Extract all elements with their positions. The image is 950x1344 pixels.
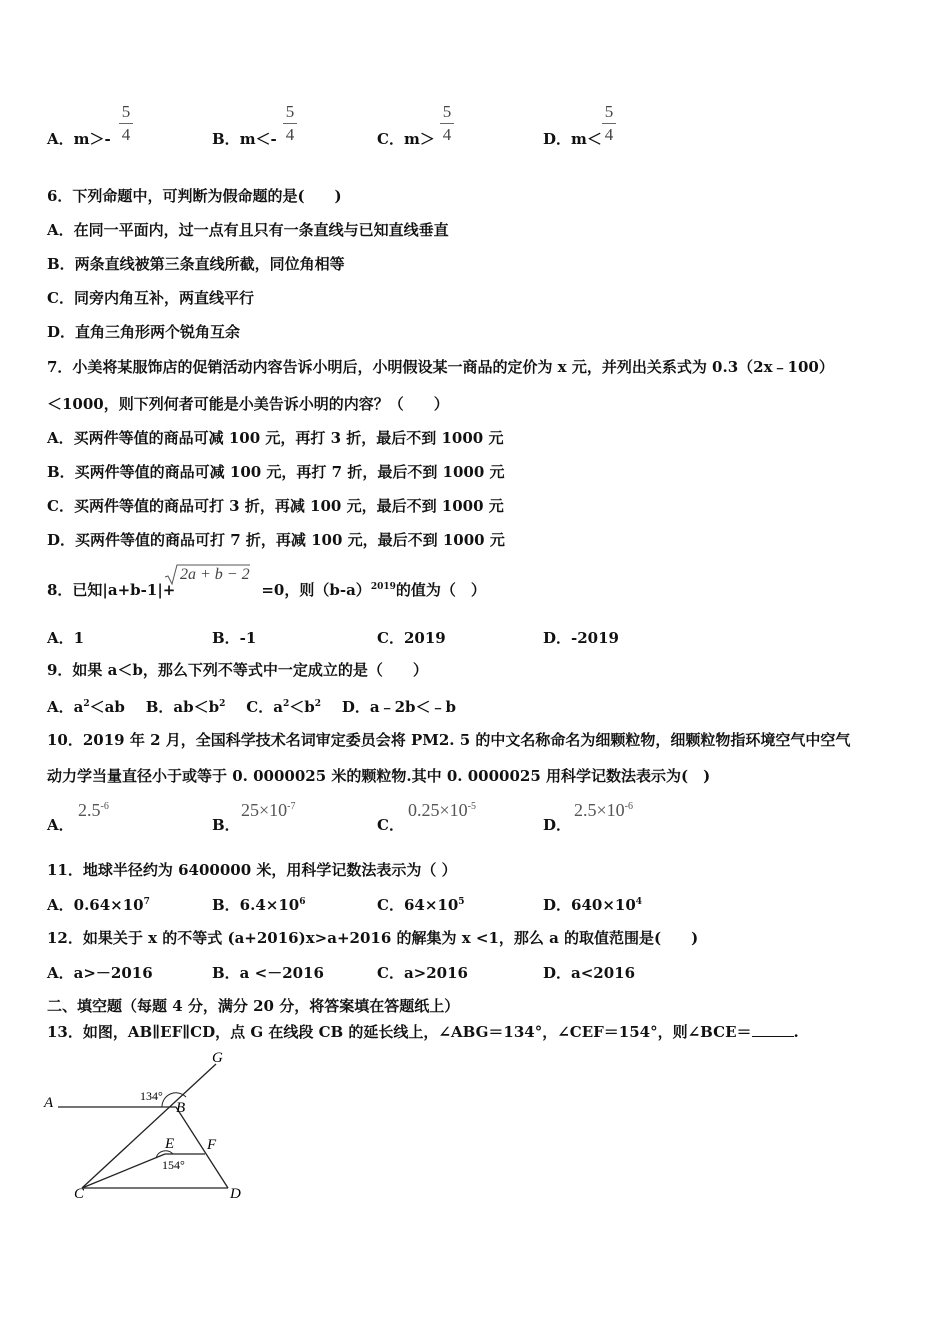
q13-answer-blank [752,1022,794,1037]
q5-option-c: C．m＞ [377,130,435,148]
q10-option-a-letter: A． [47,816,74,834]
q10-stem-line2: 动力学当量直径小于或等于 0. 0000025 米的颗粒物.其中 0. 0000025 用科学记数法表示为( ) [47,767,711,785]
q11-option-a: A．$0.64\times 10^7$ [47,896,150,914]
q7-stem-line2: ＜1000，则下列何者可能是小美告诉小明的内容？（ ） [47,395,449,413]
q6-option-d: D．直角三角形两个锐角互余 [47,323,241,341]
label-b: B [176,1100,186,1116]
q11-option-d: D．$640\times 10^4$ [543,896,643,914]
q10-option-d-letter: D． [543,816,572,834]
q11-stem: 11．地球半径约为 6400000 米，用科学记数法表示为（ ） [47,861,457,879]
q12-option-b: B．a <－2016 [212,964,324,982]
q10-option-c-value: $0.25\times 10^{-5}$ [408,800,476,820]
q5-option-d: D．m＜ [543,130,602,148]
q10-option-d-value: $2.5\times 10^{-6}$ [574,800,633,820]
q9-option-c: C．$a^2<b^2$ [246,698,321,716]
q7-stem-line1: 7．小美将某服饰店的促销活动内容告诉小明后，小明假设某一商品的定价为 x 元，并列出关系式为 0.3（2x﹣100） [47,358,834,376]
q5-option-b: B．m＜- [212,130,277,148]
label-a: A [44,1095,54,1111]
q8-stem-suffix: 的值为（ ） [395,581,486,599]
q5-option-b-fraction: 5 4 [283,102,297,145]
q10-option-b-value: $25\times 10^{-7}$ [241,800,296,820]
angle-label-134: 134° [140,1089,163,1103]
q12-option-d: D．a<2016 [543,964,636,982]
line-ce [82,1154,165,1188]
section-heading-fill-in: 二、填空题（每题 4 分，满分 20 分，将答案填在答题纸上） [47,997,460,1015]
q6-stem: 6．下列命题中，可判断为假命题的是( ) [47,187,342,205]
exam-page: A．m＞- 5 4 B．m＜- 5 4 C．m＞ 5 4 D．m＜ 5 4 6．下列命题中，可判断为假命题的是( ) A．在同一平面内，过一点有且只有一条直线与已知直线垂直 B．两条直线被第三条直线所截，同位角相等 C．同旁内角互补，两直线平行 D．直角三角形两个锐角互余 7．小美将某服饰店的促销活动内容告诉小明后，小明假设某一商品的定价为 x 元，并列出关系式为 0.3（2x﹣100） ＜1000，则下列何者可能是小美告诉小明的内容？（ ） A．买两件等值的商品可减 100 元，再打 3 折，最后不到 1000 元 B．买两件等值的商品可减 100 元，再打 7 折，最后不到 1000 元 C．买两件等值的商品可打 3 折，再减 100 元，最后不到 1000 元 D．买两件等值的商品可打 7 折，再减 100 元，最后不到 1000 元 8．已知|a+b-1|+ =0，则$(b-a)^{2019}$的值为（ ） 2a + b − 2 A．1 B．-1 C．2019 D．-2019 9．如果 a＜b，那么下列不等式中一定成立的是（ ） A．$a^2<ab$ B．$ab<b^2$ C．$a^2<b^2$ D．a﹣2b＜﹣b 10．2019 年 2 月，全国科学技术名词审定委员会将 PM2. 5 的中文名称命名为细颗粒物，细颗粒物指环境空气中空气 动力学当量直径小于或等于 0. 0000025 米的颗粒物.其中 0. 0000025 用科学记数法表示为( ) A． $2.5^{-6}$ B． $25\times 10^{-7}$ C． $0.25\times 10^{-5}$ D． $2.5\times 10^{-6}$ 11．地球半径约为 6400000 米，用科学记数法表示为（ ） A．$0.64\times 10^7$ B．$6.4\times 10^6$ C．$64\times 10^5$ D．$640\times 10^4$ 12．如果关于 x 的不等式 (a+2016)x>a+2016 的解集为 x <1，那么 a 的取值范围是( ) A．a>－2016 B．a <－2016 C．a>2016 D．a<2016 二、填空题（每题 4 分，满分 20 分，将答案填在答题纸上） 13．如图，AB∥EF∥CD，点 G 在线段 CB 的延长线上，∠ABG＝134°，∠CEF＝154°，则∠BCE＝ . A B C D E F G 134° 154° [0,0,950,1344]
label-g: G [212,1050,223,1066]
line-bd [176,1107,228,1188]
q6-option-c: C．同旁内角互补，两直线平行 [47,289,254,307]
q8-option-a: A．1 [47,629,85,647]
q13-stem: 13．如图，AB∥EF∥CD，点 G 在线段 CB 的延长线上，∠ABG＝134°，∠CEF＝154°，则∠BCE＝ . [47,1023,799,1041]
q5-option-a: A．m＞- [47,130,111,148]
q10-option-b-letter: B． [212,816,240,834]
q5-option-c-fraction: 5 4 [440,102,454,145]
line-cg [82,1064,216,1188]
q8-option-d: D．-2019 [543,629,619,647]
label-e: E [165,1136,175,1152]
q8-option-c: C．2019 [377,629,446,647]
q7-option-b: B．买两件等值的商品可减 100 元，再打 7 折，最后不到 1000 元 [47,463,505,481]
q10-option-a-value: $2.5^{-6}$ [78,800,109,820]
q9-stem: 9．如果 a＜b，那么下列不等式中一定成立的是（ ） [47,661,428,679]
q5-option-a-fraction: 5 4 [119,102,133,145]
q9-option-d: D．a﹣2b＜﹣b [341,698,457,716]
label-c: C [74,1186,85,1202]
q8-stem-prefix: 8．已知|a+b-1|+ [47,581,176,599]
q7-option-d: D．买两件等值的商品可打 7 折，再减 100 元，最后不到 1000 元 [47,531,505,549]
q9-options [47,694,456,717]
label-f: F [207,1137,217,1153]
label-d: D [230,1186,241,1202]
q8-stem [47,577,486,600]
q8-exponent: 2019 [370,582,396,592]
q7-option-c: C．买两件等值的商品可打 3 折，再减 100 元，最后不到 1000 元 [47,497,504,515]
geometry-figure [40,1045,260,1205]
q5-option-d-fraction: 5 4 [602,102,616,145]
angle-label-154: 154° [162,1158,185,1172]
q10-option-c-letter: C． [377,816,404,834]
q6-option-a: A．在同一平面内，过一点有且只有一条直线与已知直线垂直 [47,221,449,239]
q12-option-a: A．a>－2016 [47,964,153,982]
q10-stem-line1: 10．2019 年 2 月，全国科学技术名词审定委员会将 PM2. 5 的中文名称命名为细颗粒物，细颗粒物指环境空气中空气 [47,731,851,749]
q8-option-b: B．-1 [212,629,257,647]
q7-option-a: A．买两件等值的商品可减 100 元，再打 3 折，最后不到 1000 元 [47,429,504,447]
q9-option-a: A．$a^2<ab$ [47,698,125,716]
q6-option-b: B．两条直线被第三条直线所截，同位角相等 [47,255,345,273]
q9-option-b: B．$ab<b^2$ [145,698,226,716]
q12-stem: 12．如果关于 x 的不等式 (a+2016)x>a+2016 的解集为 x <1，那么 a 的取值范围是( ) [47,929,699,947]
q8-stem-mid: =0，则（b-a） [261,581,371,599]
q11-option-b: B．$6.4\times 10^6$ [212,896,306,914]
q11-option-c: C．$64\times 10^5$ [377,896,465,914]
q12-option-c: C．a>2016 [377,964,468,982]
